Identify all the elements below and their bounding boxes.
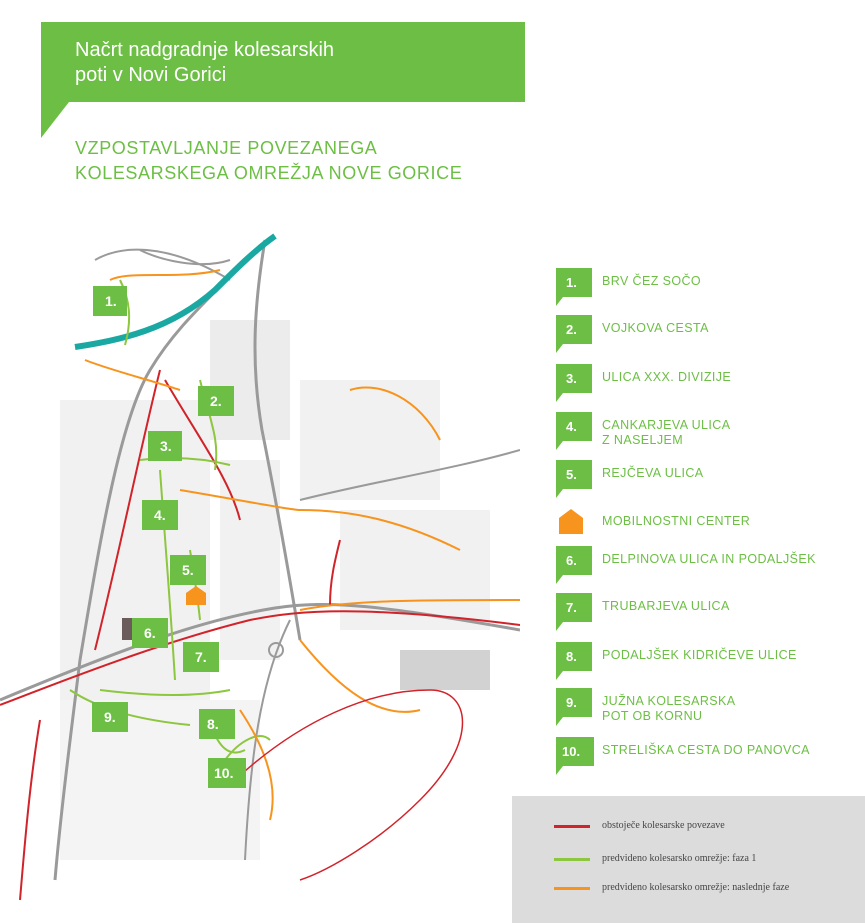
map-marker	[170, 555, 206, 585]
building-blocks	[60, 320, 490, 860]
line-legend-label: obstoječe kolesarske povezave	[602, 820, 725, 831]
legend-number-badge: 4.	[556, 412, 592, 441]
legend-item-label: REJČEVA ULICA	[602, 466, 704, 480]
map-marker-label: 7.	[195, 649, 207, 665]
line-type-legend	[512, 796, 865, 923]
page-subtitle: VZPOSTAVLJANJE POVEZANEGA KOLESARSKEGA OMREŽJA NOVE GORICE	[75, 138, 463, 183]
legend-item	[556, 315, 856, 355]
map-marker-label: 3.	[160, 438, 172, 454]
map-marker	[142, 500, 178, 530]
map-marker	[208, 758, 246, 788]
line-legend-label: predvideno kolesarsko omrežje: faza 1	[602, 853, 757, 864]
legend-item	[556, 364, 856, 404]
legend-number-badge: 2.	[556, 315, 592, 344]
panovec-path	[235, 690, 463, 880]
existing-line-swatch	[554, 825, 590, 828]
legend-item	[556, 460, 856, 500]
legend-item-label: TRUBARJEVA ULICA	[602, 599, 730, 613]
map-marker-label: 2.	[210, 393, 222, 409]
legend-item	[556, 412, 856, 452]
legend-item-label: VOJKOVA CESTA	[602, 321, 709, 335]
legend-number-badge: 6.	[556, 546, 592, 575]
later-line-swatch	[554, 887, 590, 890]
line-legend-row	[554, 852, 854, 866]
map-marker	[198, 386, 234, 416]
map-marker	[183, 642, 219, 672]
legend-item-label: STRELIŠKA CESTA DO PANOVCA	[602, 743, 810, 757]
map-marker	[92, 702, 128, 732]
legend-item	[556, 268, 856, 308]
legend-number-badge: 9.	[556, 688, 592, 717]
line-legend-row	[554, 819, 854, 833]
map-marker-label: 9.	[104, 709, 116, 725]
city-map	[0, 220, 520, 900]
line-legend-row	[554, 881, 854, 895]
legend-item	[556, 546, 856, 586]
legend-item	[556, 506, 856, 546]
legend-item-label: MOBILNOSTNI CENTER	[602, 514, 751, 528]
legend-number-badge: 5.	[556, 460, 592, 489]
map-marker-label: 8.	[207, 716, 219, 732]
map-marker-label: 5.	[182, 562, 194, 578]
legend-item-label: JUŽNA KOLESARSKA POT OB KORNU	[602, 694, 736, 723]
map-marker	[93, 286, 127, 316]
legend-item-label: CANKARJEVA ULICA Z NASELJEM	[602, 418, 731, 447]
map-marker-label: 6.	[144, 625, 156, 641]
legend-number-badge: 10.	[556, 737, 594, 766]
legend-item-label: ULICA XXX. DIVIZIJE	[602, 370, 732, 384]
map-marker	[199, 709, 235, 739]
map-marker	[148, 431, 182, 461]
map-marker-label: 4.	[154, 507, 166, 523]
legend-item	[556, 642, 856, 682]
map-marker-label: 10.	[214, 765, 234, 781]
phase1-line-swatch	[554, 858, 590, 861]
legend-number-badge: 3.	[556, 364, 592, 393]
legend-item-label: DELPINOVA ULICA IN PODALJŠEK	[602, 552, 816, 566]
page-title: Načrt nadgradnje kolesarskih poti v Novi Gorici	[75, 39, 335, 86]
legend-number-badge: 8.	[556, 642, 592, 671]
line-legend-label: predvideno kolesarsko omrežje: naslednje faze	[602, 882, 790, 893]
map-marker-label: 1.	[105, 293, 117, 309]
legend-number-badge: 1.	[556, 268, 592, 297]
legend-number-badge: 7.	[556, 593, 592, 622]
legend-item	[556, 593, 856, 633]
legend-item	[556, 737, 856, 777]
legend-item-label: PODALJŠEK KIDRIČEVE ULICE	[602, 648, 797, 662]
legend-item-label: BRV ČEZ SOČO	[602, 274, 702, 288]
legend-item	[556, 688, 856, 728]
map-marker	[132, 618, 168, 648]
mobility-hub-icon	[556, 506, 586, 536]
title-banner-tail	[41, 102, 69, 138]
